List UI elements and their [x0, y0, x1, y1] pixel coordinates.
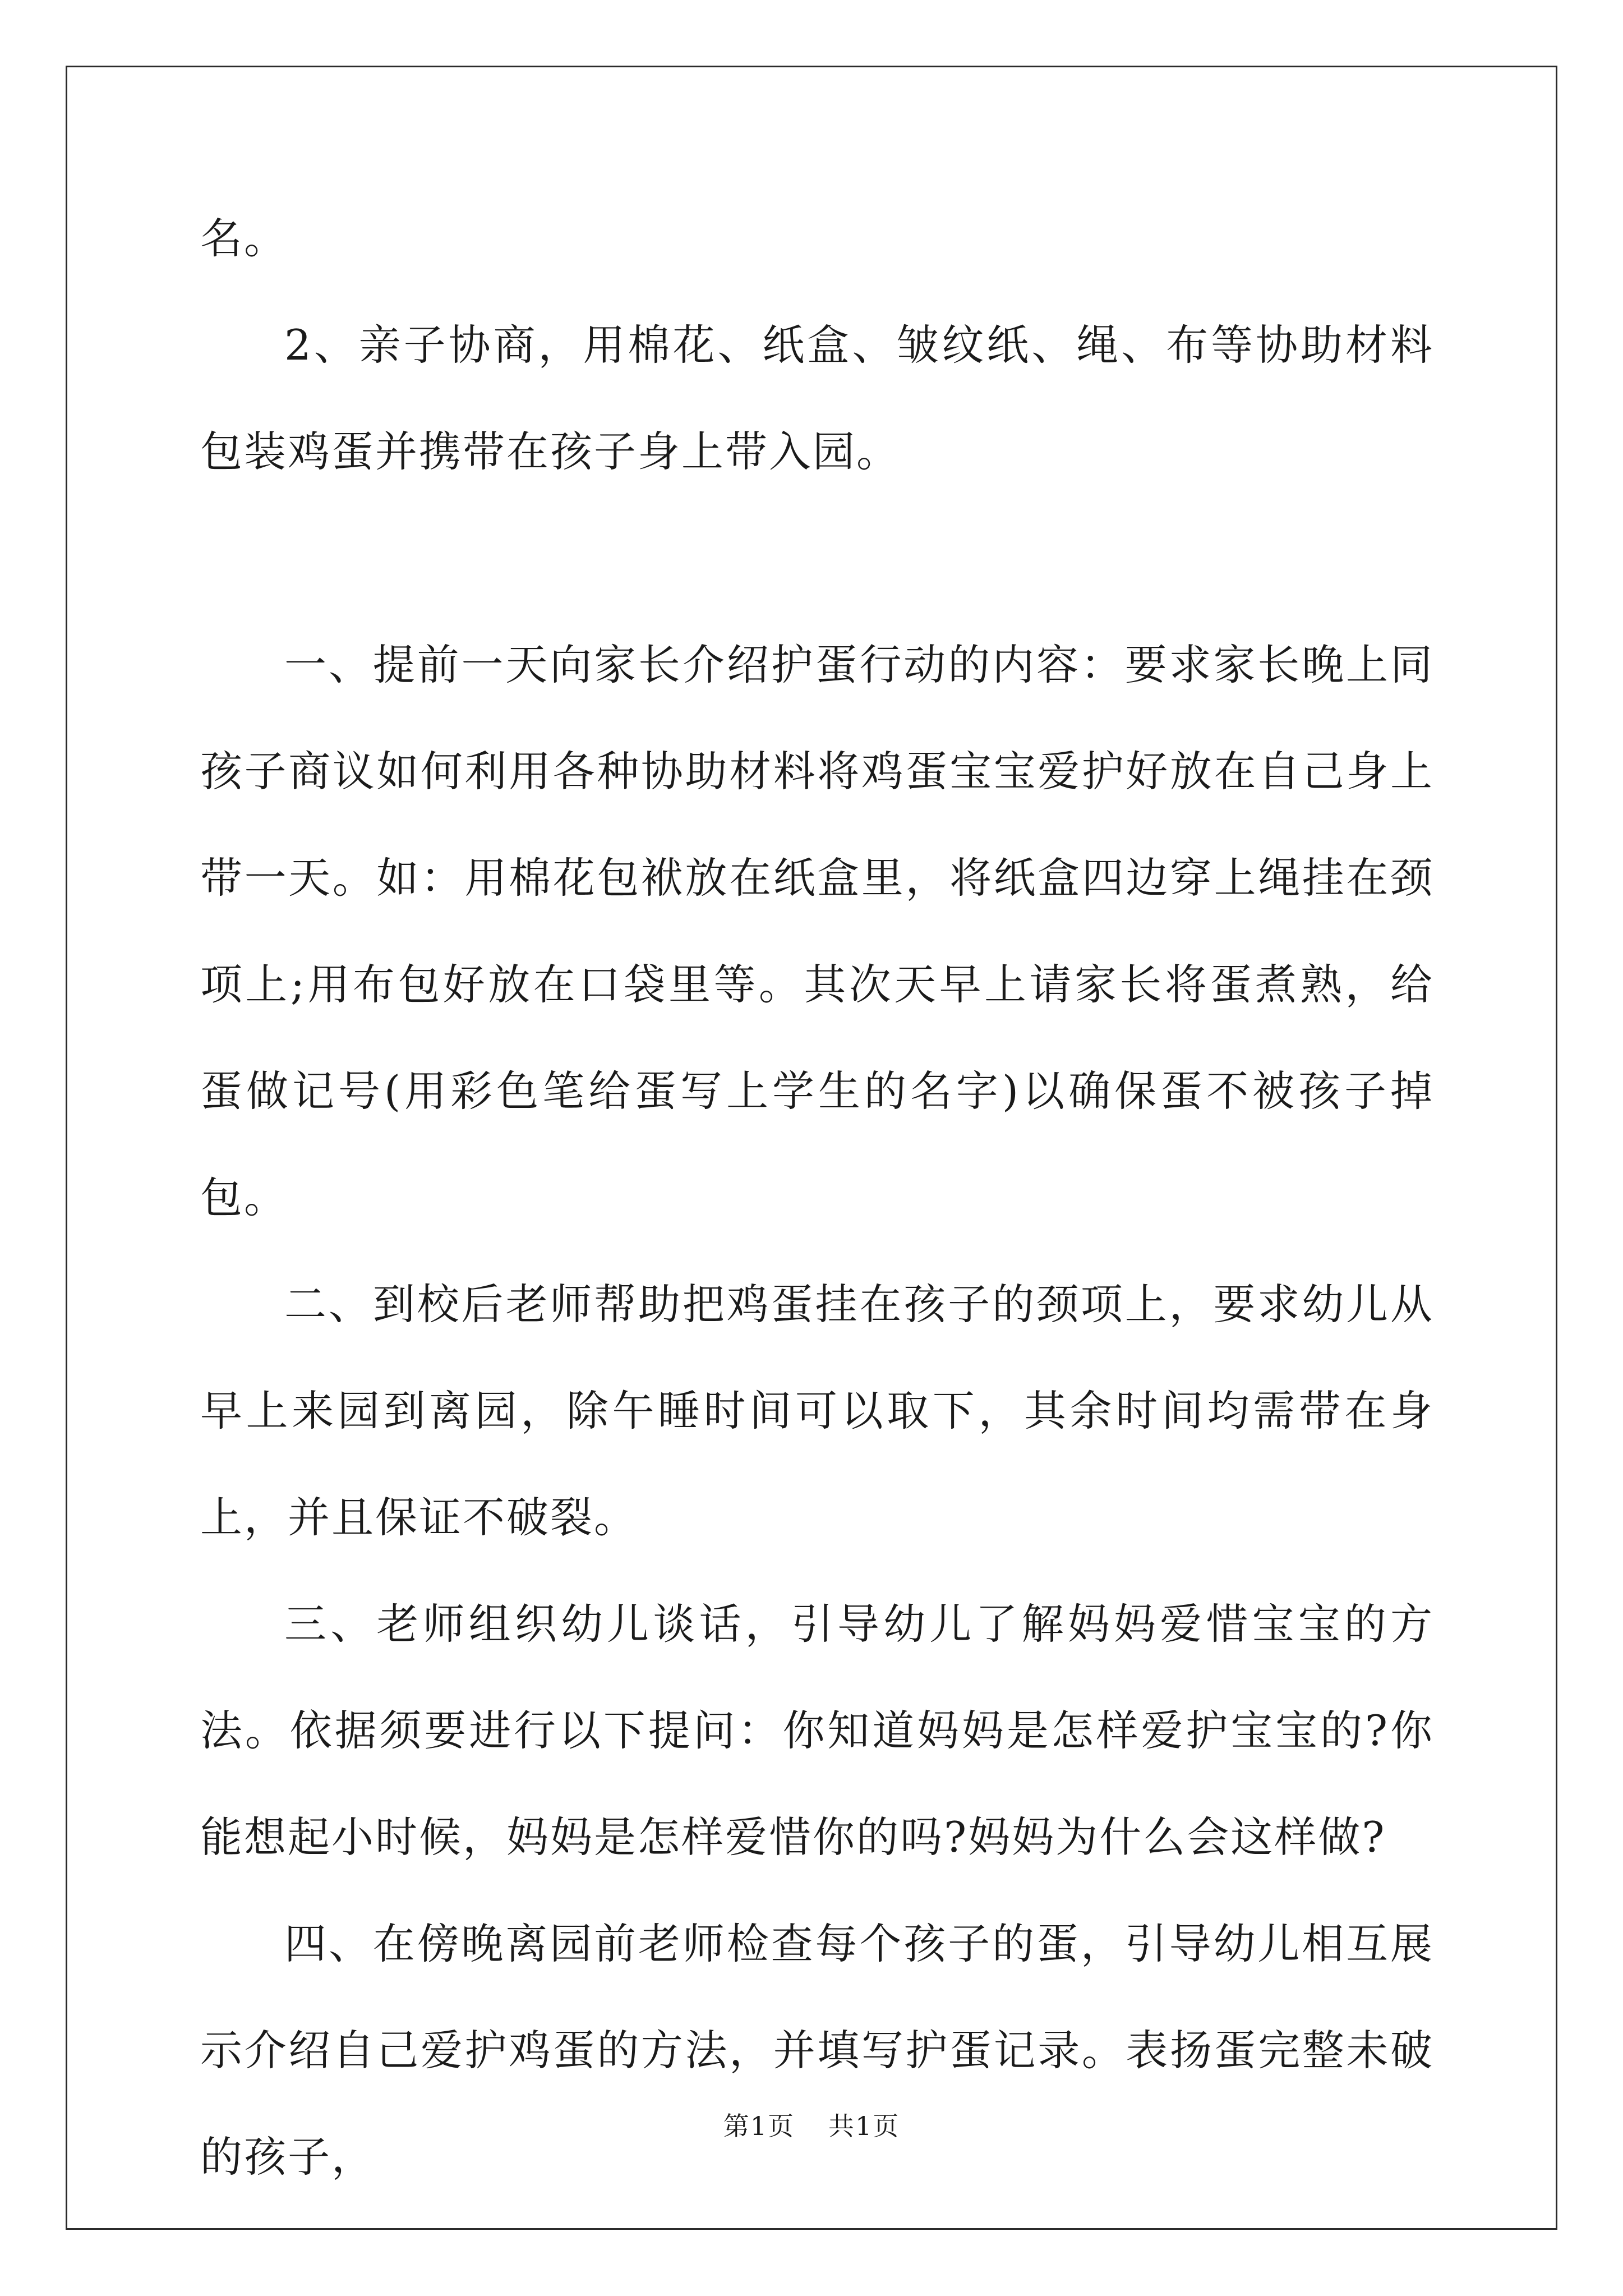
page-number: 第1页: [723, 2111, 795, 2141]
section-gap: [200, 505, 1434, 611]
paragraph-step-3: 三、老师组织幼儿谈话，引导幼儿了解妈妈爱惜宝宝的方法。依据须要进行以下提问：你知道妈妈是怎样爱护宝宝的?你能想起小时候，妈妈是怎样爱惜你的吗?妈妈为什么会这样做?: [200, 1599, 1434, 1862]
paragraph-step-2: 二、到校后老师帮助把鸡蛋挂在孩子的颈项上，要求幼儿从早上来园到离园，除午睡时间可以取下，其余时间均需带在身上，并且保证不破裂。: [200, 1280, 1434, 1542]
paragraph-item-2: 2、亲子协商，用棉花、纸盒、皱纹纸、绳、布等协助材料包装鸡蛋并携带在孩子身上带入园。: [200, 320, 1434, 476]
page-footer: [0, 2109, 1623, 2143]
paragraph-step-1: 一、提前一天向家长介绍护蛋行动的内容：要求家长晚上同孩子商议如何利用各种协助材料将鸡蛋宝宝爱护好放在自己身上带一天。如：用棉花包袱放在纸盒里，将纸盒四边穿上绳挂在颈项上;用布包好放在口袋里等。其次天早上请家长将蛋煮熟，给蛋做记号(用彩色笔给蛋写上学生的名字)以确保蛋不被孩子掉包。: [200, 640, 1434, 1222]
page-total: 共1页: [828, 2111, 900, 2141]
document-body: [200, 185, 1434, 2210]
paragraph-step-4: 四、在傍晚离园前老师检查每个孩子的蛋，引导幼儿相互展示介绍自己爱护鸡蛋的方法，并填写护蛋记录。表扬蛋完整未破的孩子，: [200, 1919, 1434, 2182]
paragraph-continuation: 名。: [200, 214, 288, 263]
